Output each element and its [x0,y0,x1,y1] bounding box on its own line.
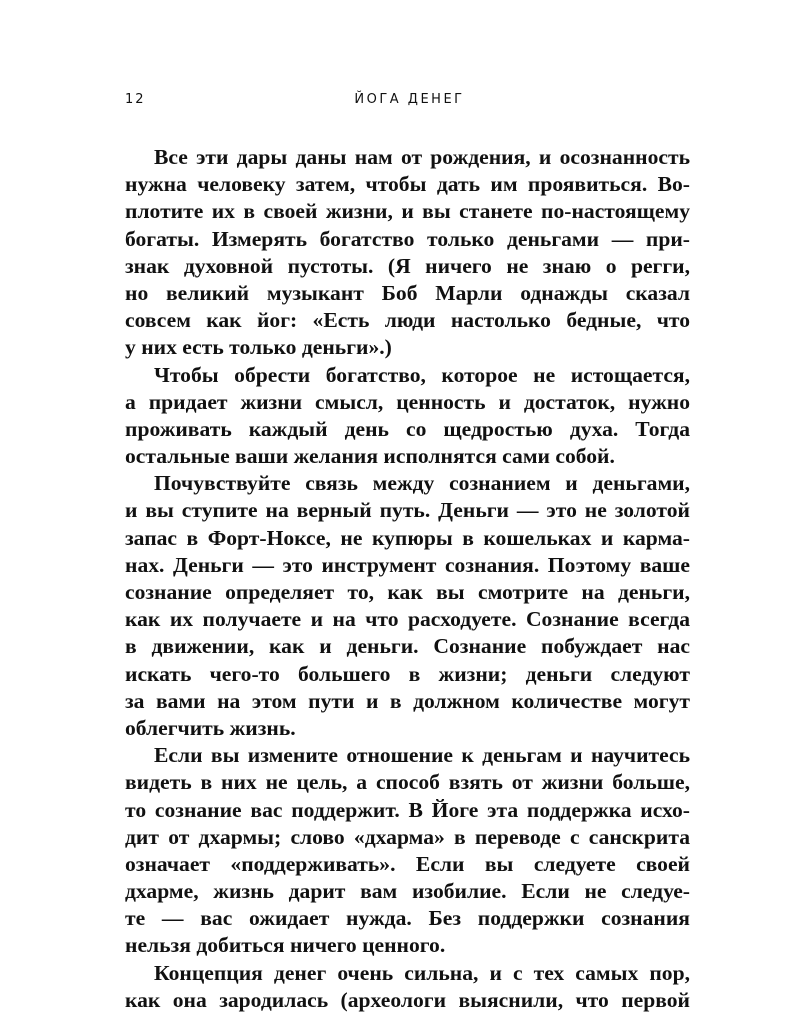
text-line: нужна человеку затем, чтобы дать им проявиться. Во- [125,172,690,197]
text-line: а придает жизни смысл, ценность и достаток, нужно [125,389,690,414]
text-line: нах. Деньги — это инструмент сознания. Поэтому ваше [125,552,690,577]
text-line: остальные ваши желания исполнятся сами собой. [125,444,615,469]
text-line: дит от дхармы; слово «дхарма» в переводе с санскрита [125,824,690,849]
body-text [125,144,690,1014]
text-line: сознание определяет то, как вы смотрите на деньги, [125,580,690,604]
text-line: и вы ступите на верный путь. Деньги — это не золотой [125,498,690,523]
text-line: те — вас ожидает нужда. Без поддержки сознания [125,906,690,931]
text-line: как она зародилась (археологи выяснили, что первой [125,987,690,1012]
text-line: то сознание вас поддержит. В Йоге эта поддержка исхо- [125,797,690,822]
text-line: нельзя добиться ничего ценного. [125,933,446,958]
text-line: видеть в них не цель, а способ взять от жизни больше, [125,770,690,795]
text-line: плотите их в своей жизни, и вы станете по-настоящему [125,199,690,224]
running-head [125,92,690,112]
text-line: Если вы измените отношение к деньгам и научитесь [154,743,690,768]
text-line: но великий музыкант Боб Марли однажды сказал [125,280,690,305]
text-line: проживать каждый день со щедростью духа. Тогда [125,416,690,441]
text-line: богаты. Измерять богатство только деньгами — при- [125,226,690,251]
text-line: знак духовной пустоты. (Я ничего не знаю о регги, [125,253,690,278]
text-line: дхарме, жизнь дарит вам изобилие. Если не следуе- [125,879,690,904]
page-number: 12 [125,92,146,107]
text-line: совсем как йог: «Есть люди настолько бедные, что [125,308,690,333]
text-line: как их получаете и на что расходуете. Сознание всегда [125,607,690,632]
text-line: означает «поддерживать». Если вы следуете своей [125,851,690,876]
text-line: Все эти дары даны нам от рождения, и осознанность [154,145,690,169]
text-line: Почувствуйте связь между сознанием и деньгами, [154,471,690,496]
text-line: искать чего-то большего в жизни; деньги следуют [125,661,690,686]
text-line: у них есть только деньги».) [125,335,392,360]
text-line: Концепция денег очень сильна, и с тех самых пор, [154,960,690,985]
text-line: Чтобы обрести богатство, которое не истощается, [154,362,690,387]
book-title: ЙОГА ДЕНЕГ [354,92,465,107]
text-line: запас в Форт-Ноксе, не купюры в кошельках и карма- [125,525,690,550]
text-line: за вами на этом пути и в должном количестве могут [125,688,690,713]
text-line: в движении, как и деньги. Сознание побуждает нас [125,634,690,659]
text-line: облегчить жизнь. [125,715,296,740]
